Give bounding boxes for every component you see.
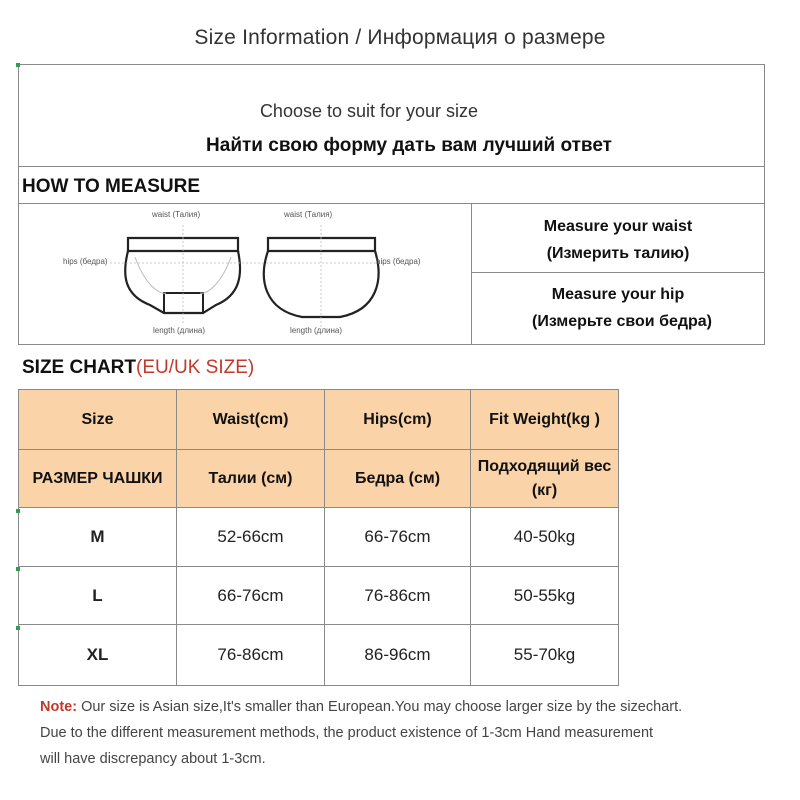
- length-label-front: length (длина): [153, 326, 206, 335]
- header-size: Size: [19, 390, 177, 450]
- header-size-ru: РАЗМЕР ЧАШКИ: [19, 450, 177, 508]
- measure-waist-text: [471, 213, 765, 267]
- size-chart-title: SIZE CHART: [22, 357, 136, 378]
- waist-label-back: waist (Талия): [284, 210, 333, 219]
- divider: [19, 166, 764, 167]
- measure-hip-ru: (Измерьте свои бедра): [531, 313, 712, 330]
- hips-label-back: hips (бедра): [376, 257, 421, 266]
- size-chart-region: (EU/UK SIZE): [136, 357, 255, 378]
- header-waist: Waist(cm): [177, 390, 325, 450]
- hips-cell: 66-76cm: [325, 508, 471, 567]
- header-weight: Fit Weight(kg ): [471, 390, 619, 450]
- hips-cell: 86-96cm: [325, 625, 471, 686]
- note-line-2: Due to the different measurement methods, the product existence of 1-3cm Hand measurement: [40, 725, 654, 741]
- measure-waist-ru: (Измерить талию): [546, 245, 690, 262]
- weight-cell: 40-50kg: [471, 508, 619, 567]
- briefs-front-icon: [110, 225, 250, 325]
- briefs-diagram: [40, 205, 440, 340]
- corner-marker: [16, 63, 20, 67]
- waist-cell: 52-66cm: [177, 508, 325, 567]
- divider: [19, 203, 764, 204]
- waist-cell: 66-76cm: [177, 567, 325, 625]
- note-text-1: Our size is Asian size,It's smaller than European.You may choose larger size by the sizechart.: [77, 699, 683, 715]
- briefs-back-icon: [250, 225, 385, 329]
- length-label-back: length (длина): [290, 326, 343, 335]
- size-cell: M: [19, 508, 177, 567]
- size-cell: L: [19, 567, 177, 625]
- size-chart-heading: [22, 357, 254, 379]
- waist-cell: 76-86cm: [177, 625, 325, 686]
- table-row: [19, 508, 619, 567]
- table-row: [19, 625, 619, 686]
- header-waist-ru: Талии (см): [177, 450, 325, 508]
- size-cell: XL: [19, 625, 177, 686]
- header-hips: Hips(cm): [325, 390, 471, 450]
- weight-cell: 50-55kg: [471, 567, 619, 625]
- note-line-3: will have discrepancy about 1-3cm.: [40, 751, 266, 767]
- intro-line-en: Choose to suit for your size: [259, 101, 479, 121]
- measure-hip-text: [471, 281, 765, 335]
- corner-marker: [16, 509, 20, 513]
- hips-cell: 76-86cm: [325, 567, 471, 625]
- measure-waist-en: Measure your waist: [543, 218, 693, 235]
- page-title: Size Information / Информация о размере: [194, 26, 606, 49]
- size-chart-table: [18, 389, 619, 686]
- intro-line-ru: Найти свою форму дать вам лучший ответ: [206, 135, 612, 156]
- table-header-row-ru: [19, 450, 619, 508]
- table-header-row: [19, 390, 619, 450]
- note-label: Note:: [40, 699, 78, 715]
- divider: [471, 272, 765, 273]
- hips-label-front: hips (бедра): [63, 257, 108, 266]
- table-row: [19, 567, 619, 625]
- header-weight-ru: Подходящий вес (кг): [471, 450, 619, 508]
- header-hips-ru: Бедра (см): [325, 450, 471, 508]
- note-line-1: [40, 694, 780, 720]
- corner-marker: [16, 626, 20, 630]
- corner-marker: [16, 567, 20, 571]
- how-to-measure-heading: HOW TO MEASURE: [22, 176, 201, 197]
- measure-hip-en: Measure your hip: [551, 286, 685, 303]
- waist-label-front: waist (Талия): [152, 210, 201, 219]
- weight-cell: 55-70kg: [471, 625, 619, 686]
- size-note: [40, 694, 780, 772]
